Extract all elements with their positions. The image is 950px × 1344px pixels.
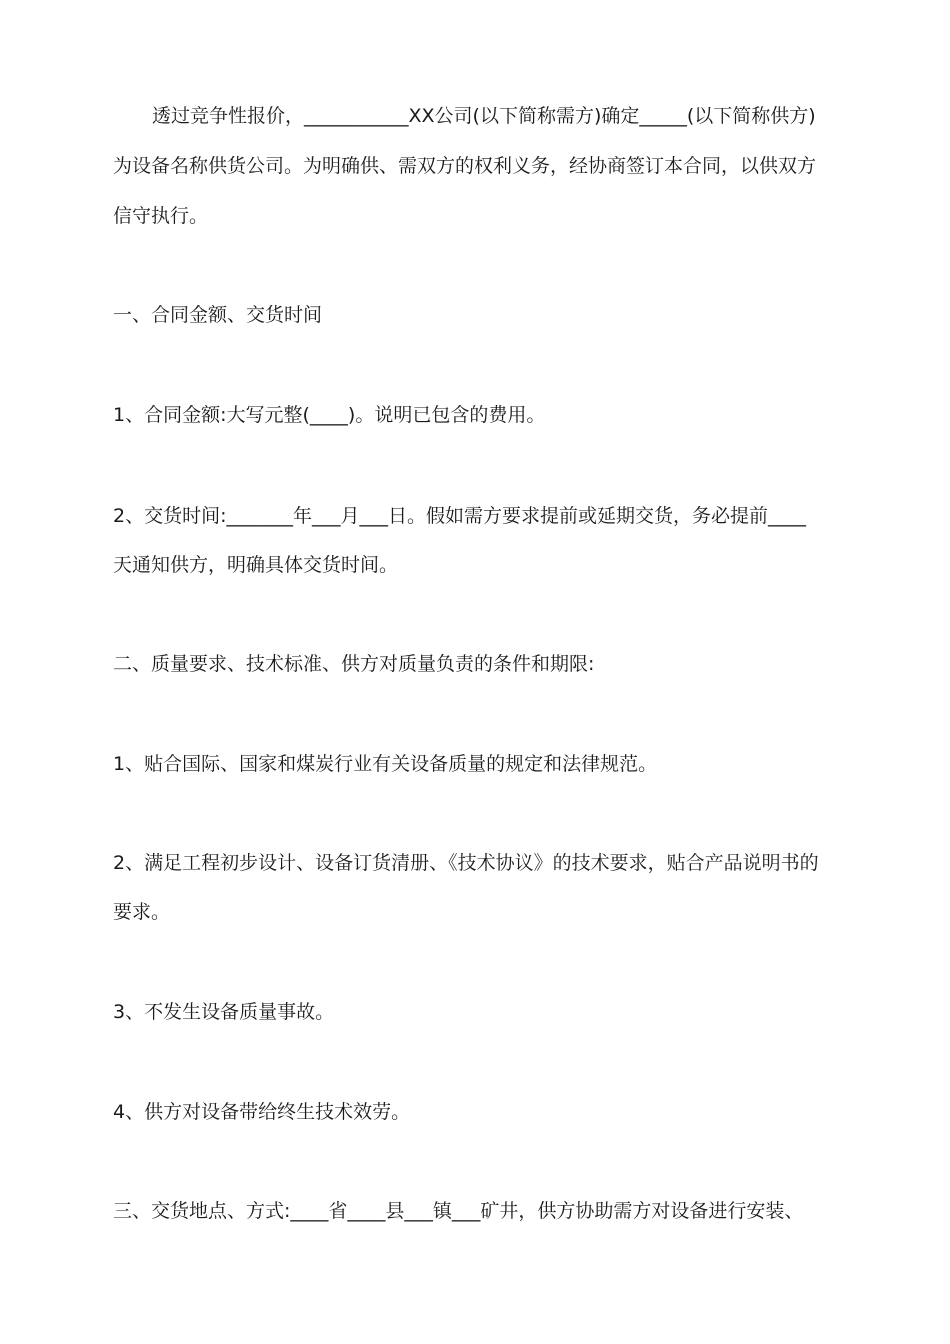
- section-1-item-2-line-2: 天通知供方，明确具体交货时间。: [113, 554, 399, 576]
- intro-line-2: 为设备名称供货公司。为明确供、需双方的权利义务，经协商签订本合同，以供双方: [113, 155, 817, 177]
- section-2-item-4: 4、供方对设备带给终生技术效劳。: [113, 1101, 411, 1123]
- section-2-heading: 二、质量要求、技术标准、供方对质量负责的条件和期限:: [113, 653, 595, 675]
- intro-line-1: 透过竞争性报价，___________XX公司(以下简称需方)确定_____(以下简称供方): [152, 105, 816, 127]
- section-2-item-2-line-1: 2、满足工程初步设计、设备订货清册、《技术协议》的技术要求，贴合产品说明书的: [113, 852, 819, 874]
- section-3-heading: 三、交货地点、方式:____省____县___镇___矿井，供方协助需方对设备进行安装、: [113, 1200, 804, 1222]
- section-1-heading: 一、合同金额、交货时间: [113, 304, 323, 326]
- section-1-item-1: 1、合同金额:大写元整(____)。说明已包含的费用。: [113, 404, 546, 426]
- section-1-item-2-line-1: 2、交货时间:_______年___月___日。假如需方要求提前或延期交货，务必提前____: [113, 505, 806, 527]
- section-2-item-2-line-2: 要求。: [113, 901, 171, 923]
- section-2-item-1: 1、贴合国际、国家和煤炭行业有关设备质量的规定和法律规范。: [113, 753, 658, 775]
- section-2-item-3: 3、不发生设备质量事故。: [113, 1001, 335, 1023]
- intro-line-3: 信守执行。: [113, 205, 209, 227]
